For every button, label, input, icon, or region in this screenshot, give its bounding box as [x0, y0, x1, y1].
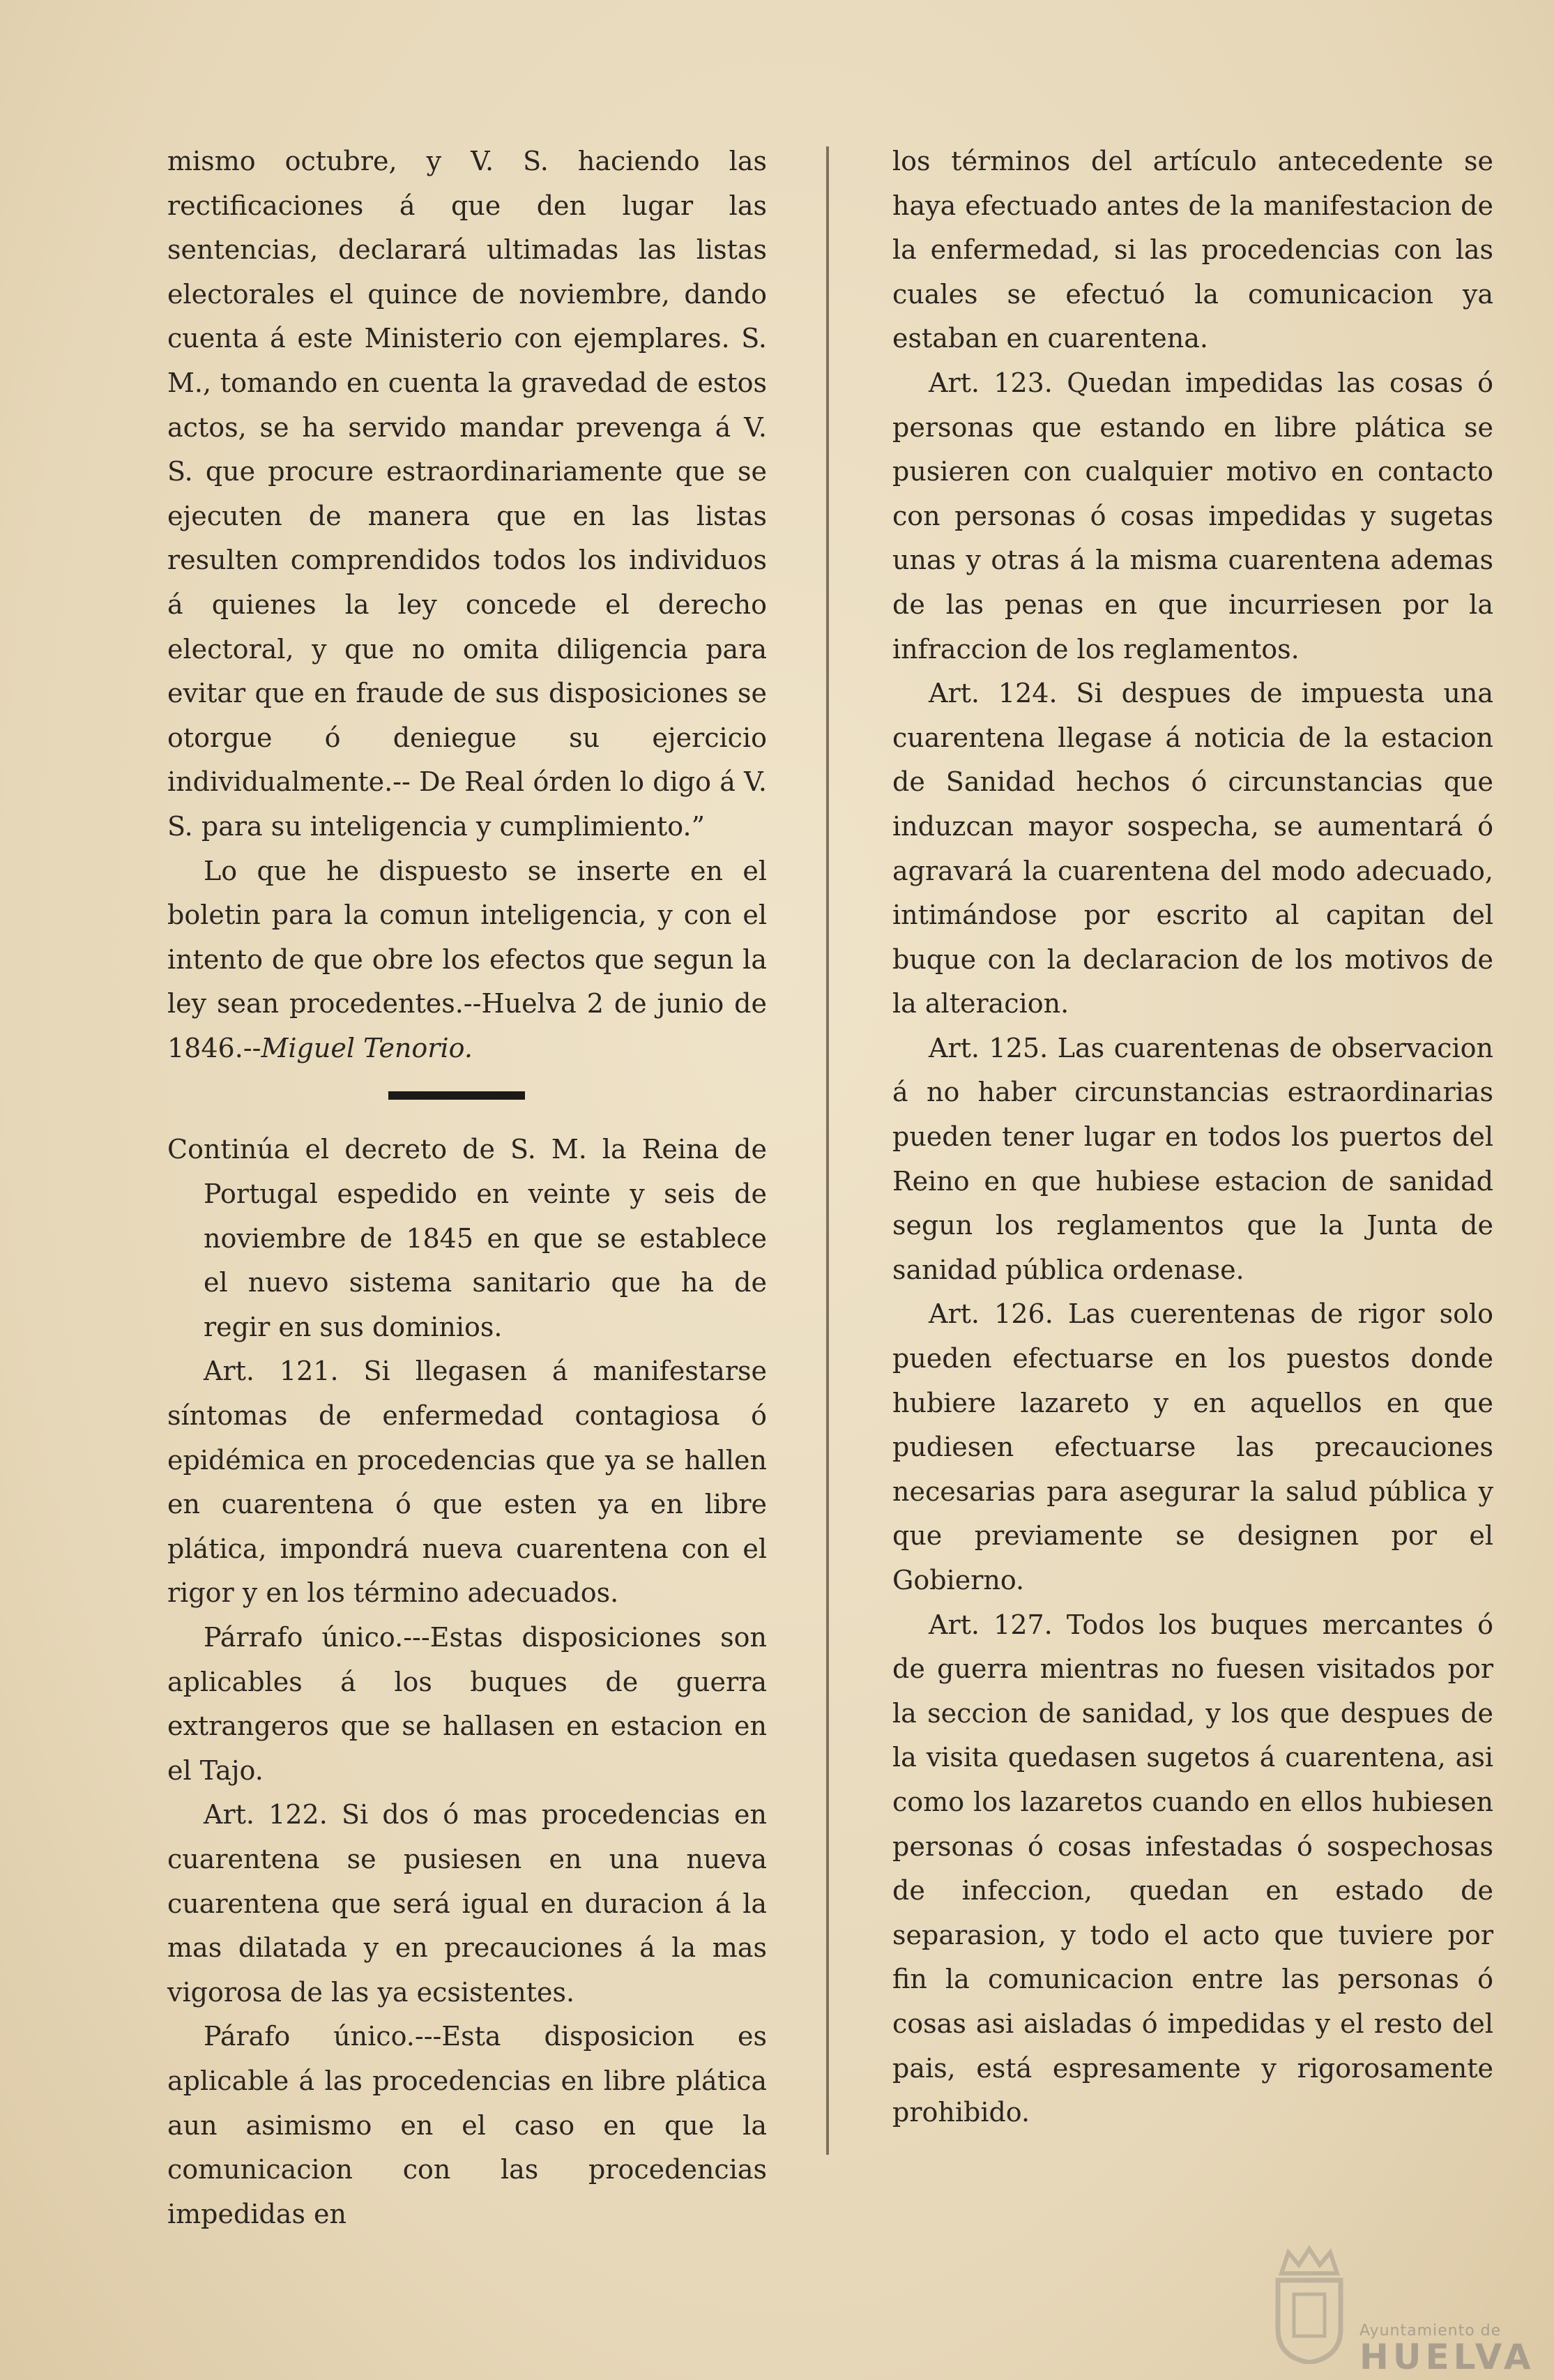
paragraph-art-121-single: Párrafo único.---Estas disposiciones son aplicables á los buques de guerra extrangeros que se hallasen en estacion en el Tajo. — [167, 1622, 767, 1786]
paragraph-art-122: Art. 122. Si dos ó mas procedencias en cuarentena se pusiesen en una nueva cuarentena que será igual en duracion á la mas dilatada y en precauciones á la mas vigorosa de las ya ecsistentes. — [167, 1799, 767, 2008]
paragraph-art-126: Art. 126. Las cuerentenas de rigor solo pueden efectuarse en los puestos donde hubiere lazareto y en aquellos en que pudiesen efectuarse las precauciones necesarias para asegurar la salud pública y que previamente se designen por el Gobierno. — [892, 1298, 1493, 1595]
paragraph-art-124: Art. 124. Si despues de impuesta una cuarentena llegase á noticia de la estacion de Sanidad hechos ó circunstancias que induzcan mayor sospecha, se aumentará ó agravará la cuarentena del modo adecuado, intimándose por escrito al capitan del buque con la declaracion de los motivos de la alteracion. — [892, 678, 1493, 1020]
watermark-line2: HUELVA — [1359, 2337, 1535, 2377]
coat-of-arms-icon — [1267, 2245, 1351, 2364]
paragraph-art-127: Art. 127. Todos los buques mercantes ó de guerra mientras no fuesen visitados por la seccion de sanidad, y los que despues de la visita quedasen sugetos á cuarentena, asi como los lazaretos cuando en ellos hubiesen personas ó cosas infestadas ó sospechosas de infeccion, quedan en estado de separasion, y todo el acto que tuviere por fin la comunicacion entre las personas ó cosas asi aisladas ó impedidas y el resto del pais, está espresamente y rigorosamente prohibido. — [892, 1609, 1493, 2128]
paragraph-royal-order-end: mismo octubre, y V. S. haciendo las rectificaciones á que den lugar las sentencias, declarará ultimadas las listas electorales el quince de noviembre, dando cuenta á este Ministerio con ejemplares. S. M., tomando en cuenta la gravedad de estos actos, se ha servido mandar prevenga á V. S. que procure estraordinariamente que se ejecuten de manera que en las listas resulten comprendidos todos los individuos á quienes la ley concede el derecho electoral, y que no omita diligencia para evitar que en fraude de sus disposiciones se otorgue ó deniegue su ejercicio individualmente.-- De Real órden lo digo á V. S. para su inteligencia y cumplimiento.” — [167, 146, 767, 842]
signature-name: Miguel Tenorio. — [261, 1032, 473, 1063]
section-rule — [388, 1091, 525, 1100]
archive-watermark — [1359, 2322, 1535, 2377]
watermark-line1: Ayuntamiento de — [1359, 2322, 1502, 2340]
paragraph-art-125: Art. 125. Las cuarentenas de observacion á no haber circunstancias estraordinarias pueden tener lugar en todos los puertos del Reino en que hubiese estacion de sanidad segun los reglamentos que la Junta de sanidad pública ordenase. — [892, 1032, 1493, 1285]
paragraph-decree-heading: Continúa el decreto de S. M. la Reina de Portugal espedido en veinte y seis de noviembre de 1845 en que se establece el nuevo sistema sanitario que ha de regir en sus dominios. — [167, 1134, 767, 1342]
paragraph-governor-note — [167, 849, 767, 1071]
left-column — [167, 139, 767, 2236]
governor-note-text: Lo que he dispuesto se inserte en el boletin para la comun inteligencia, y con el intento de que obre los efectos que segun la ley sean procedentes.--Huelva 2 de junio de 1846.-- — [167, 855, 767, 1063]
paragraph-art-122-single: Párafo único.---Esta disposicion es aplicable á las procedencias en libre plática aun asimismo en el caso en que la comunicacion con las procedencias impedidas en — [167, 2021, 767, 2229]
column-divider — [826, 146, 829, 2155]
paragraph-art-122-end: los términos del artículo antecedente se haya efectuado antes de la manifestacion de la enfermedad, si las procedencias con las cuales se efectuó la comunicacion ya estaban en cuarentena. — [892, 146, 1493, 354]
paragraph-art-121: Art. 121. Si llegasen á manifestarse síntomas de enfermedad contagiosa ó epidémica en procedencias que ya se hallen en cuarentena ó que esten ya en libre plática, impondrá nueva cuarentena con el rigor y en los término adecuados. — [167, 1356, 767, 1609]
paragraph-art-123: Art. 123. Quedan impedidas las cosas ó personas que estando en libre plática se pusieren con cualquier motivo en contacto con personas ó cosas impedidas y sugetas unas y otras á la misma cuarentena ademas de las penas en que incurriesen por la infraccion de los reglamentos. — [892, 367, 1493, 665]
right-column — [892, 139, 1493, 2135]
